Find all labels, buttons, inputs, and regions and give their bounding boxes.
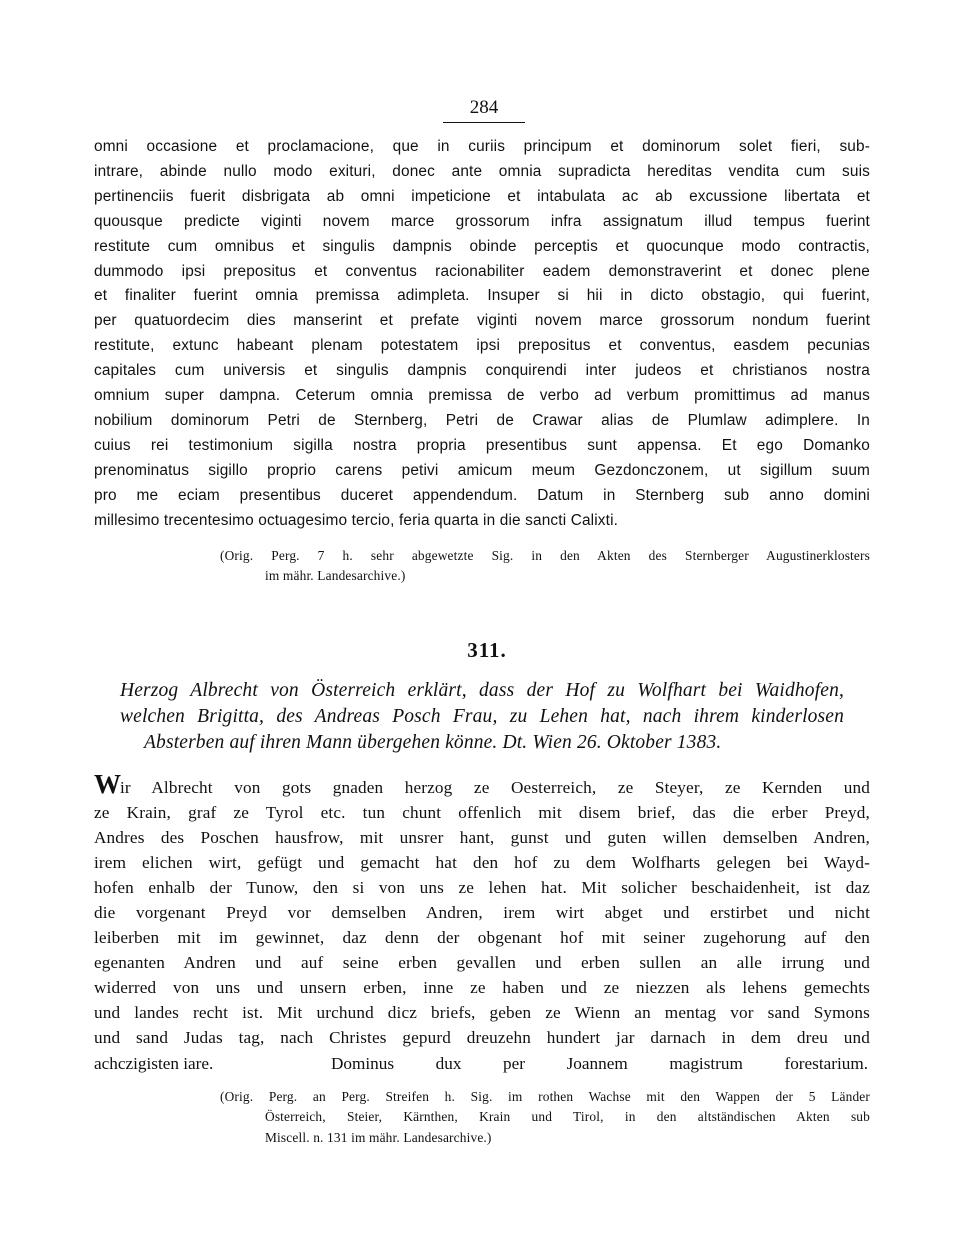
text-line: per quatuordecim dies manserint et prefate viginti novem marce grossorum nondum fuerint bbox=[94, 312, 870, 330]
note-line: Miscell. n. 131 im mähr. Landesarchive.) bbox=[265, 1129, 492, 1145]
closing-line bbox=[94, 1051, 870, 1076]
text-line: egenanten Andren und auf seine erben gevallen und erben sullen an alle irrung und bbox=[94, 953, 870, 973]
text-line: ze Krain, graf ze Tyrol etc. tun chunt offenlich mit disem brief, das die erber Preyd, bbox=[94, 802, 870, 822]
title-line: welchen Brigitta, des Andreas Posch Frau, zu Lehen hat, nach ihrem kinderlosen bbox=[120, 705, 844, 727]
text-line: restitute, extunc habeant plenam potestatem ipsi prepositus et conventus, easdem pecunias bbox=[94, 337, 870, 355]
text-line: millesimo trecentesimo octuagesimo tercio, feria quarta in die sancti Calixti. bbox=[94, 511, 619, 529]
document-title bbox=[120, 678, 844, 756]
note-line: Österreich, Steier, Kärnthen, Krain und Tirol, in den altständischen Akten sub bbox=[265, 1109, 870, 1125]
text-line: und landes recht ist. Mit urchund dicz briefs, geben ze Wienn an mentag vor sand Symons bbox=[94, 1003, 870, 1023]
drop-initial: W bbox=[94, 768, 120, 799]
text-line: restitute cum omnibus et singulis dampnis obinde perceptis et quocunque modo contractis, bbox=[94, 237, 870, 255]
first-line-text: ir Albrecht von gots gnaden herzog ze Oesterreich, ze Steyer, ze Kernden und bbox=[120, 777, 870, 797]
charter-text bbox=[94, 768, 870, 1076]
text-line-first bbox=[94, 768, 870, 800]
text-line: omni occasione et proclamacione, que in curiis principum et dominorum solet fieri, sub- bbox=[94, 138, 870, 155]
closing-text: achczigisten iare. bbox=[94, 1053, 214, 1073]
text-line: und sand Judas tag, nach Christes gepurd dreuzehn hundert jar darnach in dem dreu und bbox=[94, 1028, 870, 1048]
text-line: omnium super dampna. Ceterum omnia premissa de verbo ad verbum promittimus ad manus bbox=[94, 387, 870, 405]
chancery-note: Dominus dux per Joannem magistrum forestarium. bbox=[331, 1053, 868, 1073]
text-line: leiberben mit im gewinnet, daz denn der obgenant hof mit seiner zugehorung auf den bbox=[94, 928, 870, 948]
page-number-rule bbox=[443, 122, 525, 123]
title-line: Herzog Albrecht von Österreich erklärt, dass der Hof zu Wolfhart bei Waidhofen, bbox=[120, 679, 844, 701]
text-line: prenominatus sigillo proprio carens petivi amicum meum Gezdonczonem, ut sigillum suum bbox=[94, 461, 870, 479]
page-number: 284 bbox=[469, 97, 499, 118]
text-line: hofen enhalb der Tunow, den si von uns ze lehen hat. Mit solicher beschaidenheit, ist daz bbox=[94, 877, 870, 897]
text-line: widerred von uns und unsern erben, inne ze haben und ze niezzen als lehens gemechts bbox=[94, 978, 870, 998]
text-line: pro me eciam presentibus duceret appendendum. Datum in Sternberg sub anno domini bbox=[94, 486, 870, 504]
document-number: 311. bbox=[467, 637, 507, 662]
title-line: Absterben auf ihren Mann übergehen könne. Dt. Wien 26. Oktober 1383. bbox=[144, 731, 722, 753]
note-line: (Orig. Perg. an Perg. Streifen h. Sig. im rothen Wachse mit den Wappen der 5 Länder bbox=[220, 1088, 870, 1104]
source-note-2 bbox=[220, 1087, 870, 1149]
text-line: irem elichen wirt, gefügt und gemacht hat den hof zu dem Wolfharts gelegen bei Wayd- bbox=[94, 852, 870, 872]
continued-charter-text bbox=[94, 135, 870, 534]
text-line: quousque predicte viginti novem marce grossorum infra assignatum illud tempus fuerint bbox=[94, 212, 870, 230]
note-line: (Orig. Perg. 7 h. sehr abgewetzte Sig. in den Akten des Sternberger Augustinerklosters bbox=[220, 547, 870, 563]
source-note-1 bbox=[220, 546, 870, 587]
document-page bbox=[94, 96, 870, 1148]
text-line: et finaliter fuerint omnia premissa adimpleta. Insuper si hii in dicto obstagio, qui fuerint, bbox=[94, 287, 870, 305]
text-line: capitales cum universis et singulis dampnis conquirendi inter judeos et christianos nostra bbox=[94, 362, 870, 380]
text-line: nobilium dominorum Petri de Sternberg, Petri de Crawar alias de Plumlaw adimplere. In bbox=[94, 411, 870, 429]
text-line: pertinenciis fuerit disbrigata ab omni impeticione et intabulata ac ab excussione libertata et bbox=[94, 187, 870, 205]
text-line: die vorgenant Preyd vor demselben Andren, irem wirt abget und erstirbet und nicht bbox=[94, 902, 870, 922]
text-line: dummodo ipsi prepositus et conventus racionabiliter eadem demonstraverint et donec plene bbox=[94, 262, 870, 280]
text-line: intrare, abinde nullo modo exituri, donec ante omnia supradicta hereditas vendita cum suis bbox=[94, 162, 870, 180]
note-line: im mähr. Landesarchive.) bbox=[265, 568, 406, 583]
text-line: Andres des Poschen hausfrow, mit unsrer hant, gunst und guten willen demselben Andren, bbox=[94, 827, 870, 847]
text-line: cuius rei testimonium sigilla nostra propria presentibus sunt appensa. Et ego Domanko bbox=[94, 436, 870, 454]
